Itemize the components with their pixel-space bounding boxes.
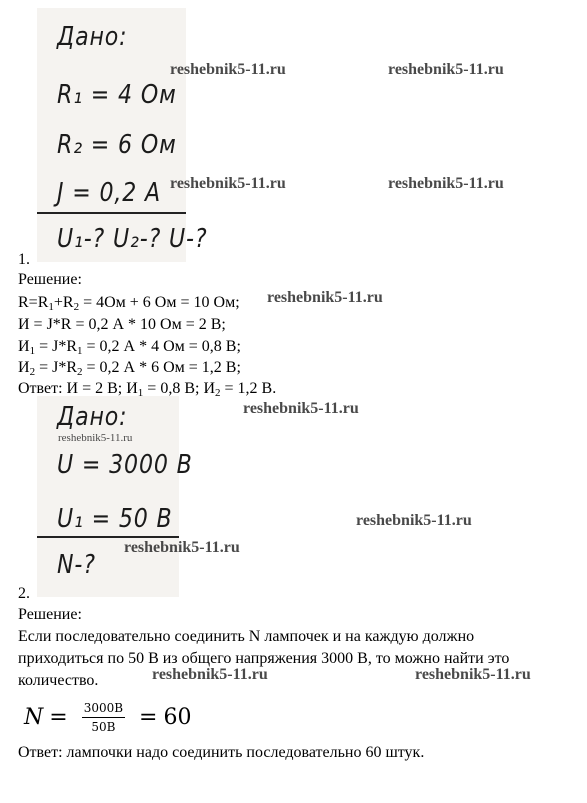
photo2-find: N-? xyxy=(57,550,96,580)
watermark: reshebnik5-11.ru xyxy=(388,175,504,192)
watermark: reshebnik5-11.ru xyxy=(356,512,472,529)
problem2-text-line2: приходиться по 50 В из общего напряжения 3000 В, то можно найти это xyxy=(18,650,510,667)
photo1-r1: R₁ = 4 Ом xyxy=(57,80,177,110)
problem2-text-line1: Если последовательно соединить N лампочек и на каждую должно xyxy=(18,628,475,645)
given-photo-1 xyxy=(37,8,208,262)
formula-equals-1: = xyxy=(49,704,68,730)
problem2-solution-label: Решение: xyxy=(18,606,82,623)
photo1-r2: R₂ = 6 Ом xyxy=(57,130,177,160)
watermark: reshebnik5-11.ru xyxy=(388,61,504,78)
watermark: reshebnik5-11.ru xyxy=(124,539,240,556)
formula-lhs: N xyxy=(24,704,44,730)
watermark: reshebnik5-11.ru xyxy=(243,400,359,417)
photo2-given: Дано: xyxy=(57,402,128,432)
problem1-line-voltage1: $И_1 = J*R_1 = 0,2$ А * 4 Ом = 0,8 В; xyxy=(18,338,241,357)
photo1-find: U₁-? U₂-? U-? xyxy=(57,224,208,254)
photo1-current: J = 0,2 A xyxy=(57,178,162,208)
watermark: reshebnik5-11.ru xyxy=(415,666,531,683)
photo2-voltage: U = 3000 В xyxy=(57,450,193,480)
problem1-number: 1. xyxy=(18,251,30,268)
watermark: reshebnik5-11.ru xyxy=(58,432,133,444)
problem1-line-voltage: И = J*R = 0,2 А * 10 Ом = 2 В; xyxy=(18,316,226,333)
formula-denominator: 50В xyxy=(91,719,116,734)
problem2-formula xyxy=(24,697,191,737)
problem1-line-resistance: $R=R_1+R_2 = 4Ом + 6$ Ом = 10 Ом; xyxy=(18,294,240,313)
problem1-solution-label: Решение: xyxy=(18,271,82,288)
photo1-given: Дано: xyxy=(57,22,128,52)
watermark: reshebnik5-11.ru xyxy=(170,175,286,192)
formula-numerator: 3000В xyxy=(82,701,125,718)
watermark: reshebnik5-11.ru xyxy=(267,289,383,306)
problem1-answer: Ответ: И = 2 В; $И_1 = 0,8$ В; $И_2 = 1,2$ В. xyxy=(18,380,277,399)
problem2-text-line3: количество. xyxy=(18,672,99,689)
formula-result: 60 xyxy=(163,704,192,730)
watermark: reshebnik5-11.ru xyxy=(170,61,286,78)
problem1-line-voltage2: $И_2 = J*R_2 = 0,2$ А * 6 Ом = 1,2 В; xyxy=(18,359,241,378)
photo2-voltage1: U₁ = 50 В xyxy=(57,504,173,534)
problem2-number: 2. xyxy=(18,585,30,602)
watermark: reshebnik5-11.ru xyxy=(152,666,268,683)
formula-equals-2: = xyxy=(139,704,158,730)
photo1-divider xyxy=(37,212,186,214)
formula-fraction xyxy=(82,701,125,734)
problem2-answer: Ответ: лампочки надо соединить последовательно 60 штук. xyxy=(18,744,425,761)
